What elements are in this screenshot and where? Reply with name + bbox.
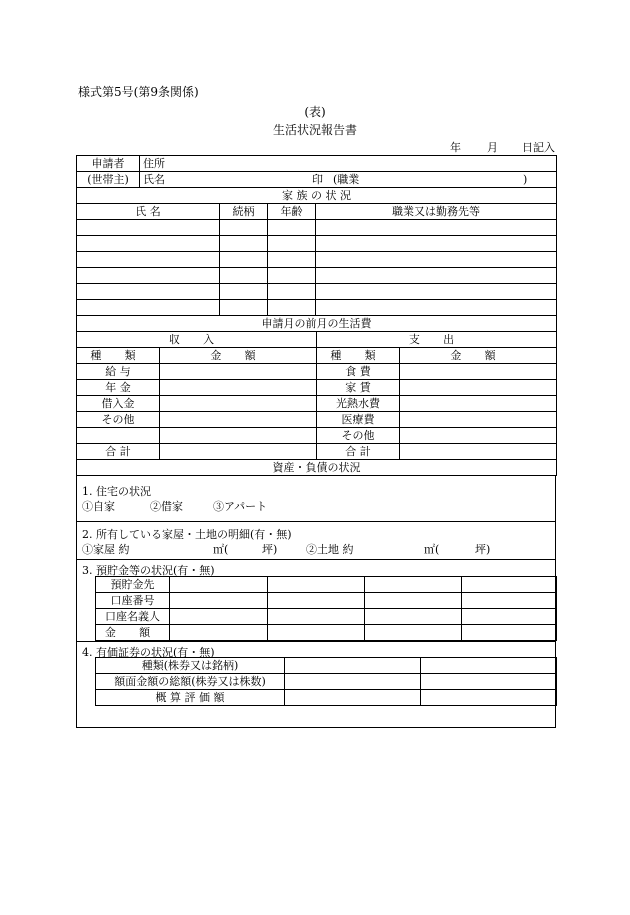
expense-amount-cell[interactable] — [400, 396, 557, 412]
securities-label: 概 算 評 価 額 — [96, 690, 285, 706]
deposit-cell[interactable] — [462, 593, 557, 609]
income-item: その他 — [77, 412, 160, 428]
family-name-cell[interactable] — [77, 252, 220, 268]
income-item: 給 与 — [77, 364, 160, 380]
income-amount-cell[interactable] — [160, 380, 317, 396]
family-age-cell[interactable] — [268, 252, 316, 268]
deposit-cell[interactable] — [170, 593, 268, 609]
property-house-tsubo: 坪) — [262, 543, 278, 556]
family-header-name: 氏 名 — [77, 204, 220, 220]
family-row — [77, 252, 557, 268]
family-row — [77, 300, 557, 316]
living-row — [77, 396, 557, 412]
assets-heading: 資産・負債の状況 — [77, 460, 557, 476]
deposit-title: 3. 預貯金等の状況(有・無) — [82, 564, 215, 577]
living-row — [77, 364, 557, 380]
side-label: (表) — [304, 105, 326, 119]
property-title: 2. 所有している家屋・土地の明細(有・無) — [82, 528, 292, 541]
income-item: 合 計 — [77, 444, 160, 460]
deposit-row — [96, 625, 557, 641]
deposit-table — [95, 576, 557, 641]
securities-cell[interactable] — [421, 658, 557, 674]
family-age-cell[interactable] — [268, 236, 316, 252]
securities-title: 4. 有価証券の状況(有・無) — [82, 646, 215, 659]
securities-label: 種類(株券又は銘柄) — [96, 658, 285, 674]
applicant-family-table — [76, 155, 557, 316]
family-occupation-cell[interactable] — [316, 236, 557, 252]
deposit-cell[interactable] — [170, 625, 268, 641]
expense-amount-cell[interactable] — [400, 412, 557, 428]
family-row — [77, 236, 557, 252]
living-row — [77, 380, 557, 396]
deposit-row — [96, 609, 557, 625]
securities-cell[interactable] — [285, 674, 421, 690]
family-occupation-cell[interactable] — [316, 300, 557, 316]
property-land-label: ②土地 約 — [306, 543, 354, 556]
expense-item: その他 — [317, 428, 400, 444]
expense-type-header: 種 類 — [317, 348, 400, 364]
form-number: 様式第5号(第9条関係) — [78, 85, 199, 99]
family-relation-cell[interactable] — [220, 300, 268, 316]
income-label: 収 入 — [77, 332, 317, 348]
securities-table — [95, 657, 557, 706]
family-occupation-cell[interactable] — [316, 268, 557, 284]
deposit-cell[interactable] — [268, 593, 365, 609]
occupation-close: ) — [523, 173, 528, 186]
family-relation-cell[interactable] — [220, 236, 268, 252]
deposit-cell[interactable] — [170, 609, 268, 625]
expense-item: 医療費 — [317, 412, 400, 428]
date-month: 月 — [487, 141, 498, 154]
householder-label: (世帯主) — [77, 172, 140, 188]
family-relation-cell[interactable] — [220, 284, 268, 300]
living-expense-table — [76, 315, 557, 476]
deposit-cell[interactable] — [365, 625, 462, 641]
family-header-age: 年齢 — [268, 204, 316, 220]
expense-amount-cell[interactable] — [400, 444, 557, 460]
expense-amount-cell[interactable] — [400, 364, 557, 380]
family-name-cell[interactable] — [77, 284, 220, 300]
family-name-cell[interactable] — [77, 236, 220, 252]
deposit-cell[interactable] — [268, 577, 365, 593]
securities-row — [96, 674, 557, 690]
family-age-cell[interactable] — [268, 220, 316, 236]
expense-label: 支 出 — [317, 332, 557, 348]
securities-label: 額面金額の総額(株券又は株数) — [96, 674, 285, 690]
address-label: 住所 — [143, 157, 165, 170]
family-name-cell[interactable] — [77, 300, 220, 316]
name-field[interactable] — [140, 172, 557, 188]
family-header-relation: 続柄 — [220, 204, 268, 220]
family-heading: 家 族 の 状 況 — [77, 188, 557, 204]
securities-row — [96, 690, 557, 706]
name-label: 氏名 — [143, 173, 165, 186]
living-row — [77, 444, 557, 460]
deposit-cell[interactable] — [365, 609, 462, 625]
family-age-cell[interactable] — [268, 268, 316, 284]
income-amount-cell[interactable] — [160, 444, 317, 460]
family-age-cell[interactable] — [268, 300, 316, 316]
deposit-label: 金 額 — [96, 625, 170, 641]
family-occupation-cell[interactable] — [316, 252, 557, 268]
address-field[interactable] — [140, 156, 557, 172]
income-item: 年 金 — [77, 380, 160, 396]
securities-cell[interactable] — [421, 690, 557, 706]
property-section — [76, 522, 556, 560]
income-item: 借入金 — [77, 396, 160, 412]
family-row — [77, 220, 557, 236]
expense-amount-header: 金 額 — [400, 348, 557, 364]
housing-section — [76, 476, 556, 522]
deposit-cell[interactable] — [365, 593, 462, 609]
family-relation-cell[interactable] — [220, 220, 268, 236]
securities-row — [96, 658, 557, 674]
deposit-cell[interactable] — [268, 625, 365, 641]
date-year: 年 — [450, 141, 461, 154]
deposit-label: 口座名義人 — [96, 609, 170, 625]
expense-item: 光熱水費 — [317, 396, 400, 412]
securities-cell[interactable] — [285, 658, 421, 674]
family-row — [77, 268, 557, 284]
living-heading: 申請月の前月の生活費 — [77, 316, 557, 332]
living-row — [77, 428, 557, 444]
family-occupation-cell[interactable] — [316, 220, 557, 236]
family-header-occupation: 職業又は勤務先等 — [316, 204, 557, 220]
housing-option-apartment[interactable]: ③アパート — [213, 500, 268, 513]
family-name-cell[interactable] — [77, 220, 220, 236]
deposit-cell[interactable] — [170, 577, 268, 593]
family-occupation-cell[interactable] — [316, 284, 557, 300]
expense-item: 合 計 — [317, 444, 400, 460]
seal-label: 印 — [312, 173, 323, 186]
applicant-label: 申請者 — [77, 156, 140, 172]
deposit-cell[interactable] — [462, 609, 557, 625]
family-relation-cell[interactable] — [220, 252, 268, 268]
income-amount-cell[interactable] — [160, 412, 317, 428]
income-type-header: 種 類 — [77, 348, 160, 364]
expense-item: 食 費 — [317, 364, 400, 380]
deposit-label: 口座番号 — [96, 593, 170, 609]
family-name-cell[interactable] — [77, 268, 220, 284]
property-house-sqm: ㎡( — [213, 543, 229, 556]
deposit-cell[interactable] — [462, 625, 557, 641]
income-amount-cell[interactable] — [160, 396, 317, 412]
family-row — [77, 284, 557, 300]
property-house-label: ①家屋 約 — [82, 543, 130, 556]
expense-item: 家 賃 — [317, 380, 400, 396]
deposit-cell[interactable] — [365, 577, 462, 593]
expense-amount-cell[interactable] — [400, 428, 557, 444]
family-age-cell[interactable] — [268, 284, 316, 300]
deposit-label: 預貯金先 — [96, 577, 170, 593]
housing-option-own[interactable]: ①自家 — [82, 500, 115, 513]
income-amount-cell[interactable] — [160, 364, 317, 380]
deposit-cell[interactable] — [268, 609, 365, 625]
occupation-open: (職業 — [333, 173, 360, 186]
income-amount-header: 金 額 — [160, 348, 317, 364]
page-title: 生活状況報告書 — [272, 123, 357, 137]
family-relation-cell[interactable] — [220, 268, 268, 284]
income-item — [77, 428, 160, 444]
income-amount-cell[interactable] — [160, 428, 317, 444]
housing-option-rent[interactable]: ②借家 — [150, 500, 183, 513]
property-land-tsubo: 坪) — [475, 543, 491, 556]
deposit-row — [96, 577, 557, 593]
securities-cell[interactable] — [421, 674, 557, 690]
living-row — [77, 412, 557, 428]
property-land-sqm: ㎡( — [424, 543, 440, 556]
housing-title: 1. 住宅の状況 — [82, 485, 151, 498]
securities-cell[interactable] — [285, 690, 421, 706]
expense-amount-cell[interactable] — [400, 380, 557, 396]
date-written: 日記入 — [522, 141, 555, 154]
deposit-row — [96, 593, 557, 609]
deposit-cell[interactable] — [462, 577, 557, 593]
